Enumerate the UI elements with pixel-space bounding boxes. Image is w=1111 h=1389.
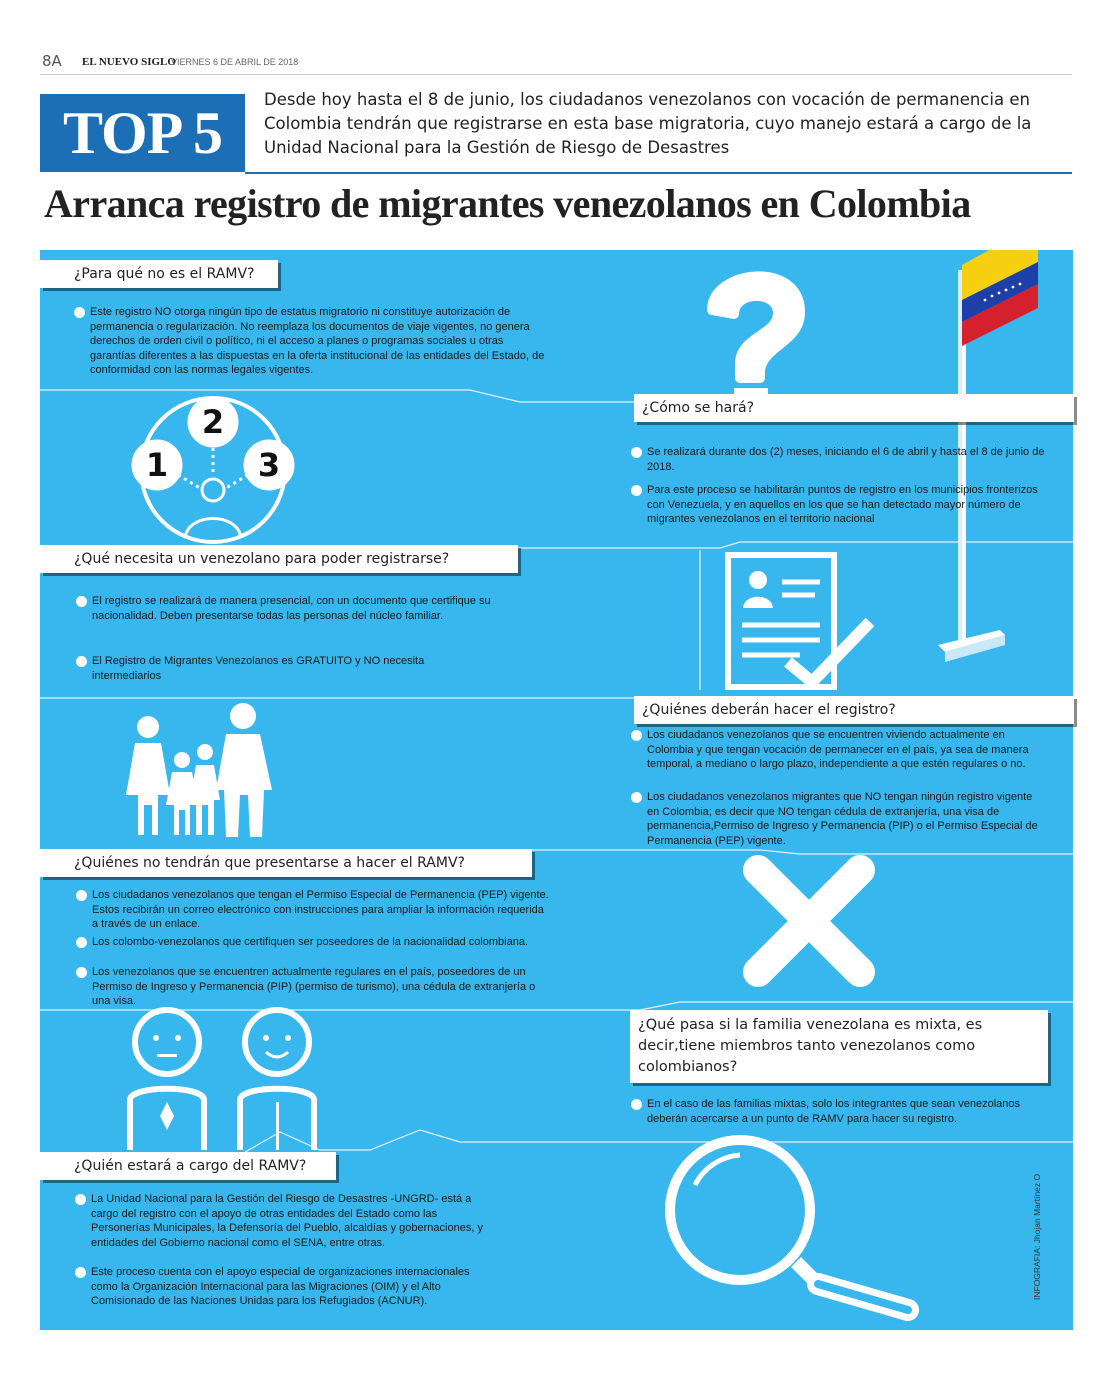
page-number: 8A bbox=[42, 52, 62, 70]
header-divider bbox=[40, 74, 1072, 75]
como-item-2: Para este proceso se habilitarán puntos de registro en los municipios fronterizos con Venezuela, y en aquellos en los que se han detectado mayor número de migrantes venezolanos en el territorio nacional bbox=[631, 483, 1047, 527]
intro-divider bbox=[245, 172, 1072, 174]
intro-text: Desde hoy hasta el 8 de junio, los ciudadanos venezolanos con vocación de permanencia en Colombia tendrán que registrarse en esta base migratoria, cuyo manejo estará a cargo de la Unidad Nacional para la Gestión de Riesgo de Desastres bbox=[264, 90, 1032, 157]
quien-cargo-item-2: Este proceso cuenta con el apoyo especial de organizaciones internacionales como la Organización Internacional para las Migraciones (OIM) y el Alto Comisionado de las Naciones Unidas para los Refugiados (ACNUR). bbox=[75, 1265, 487, 1309]
que-necesita-item-1: El registro se realizará de manera presencial, con un documento que certifique su nacionalidad. Deben presentarse todas las personas del núcleo familiar. bbox=[76, 594, 492, 623]
heading-quienes-deberan: ¿Quiénes deberán hacer el registro? bbox=[634, 696, 1074, 724]
quienes-no-item-1: Los ciudadanos venezolanos que tengan el Permiso Especial de Permanencia (PEP) vigente. Estos recibirán un correo electrónico con instrucciones para ampliar la información requerida a través de un enlace. bbox=[76, 888, 552, 932]
quien-cargo-item-1: La Unidad Nacional para la Gestión del Riesgo de Desastres -UNGRD- está a cargo del registro con el apoyo de otras entidades del Estado como las Personerías Municipales, la Defensoría del Pueblo, alcaldías y gobernaciones, y entidades del Gobierno nacional como el SENA, entre otras. bbox=[75, 1192, 487, 1250]
cross-x-icon bbox=[758, 870, 860, 972]
two-persons-details bbox=[153, 1035, 291, 1150]
quienes-deberan-item-2: Los ciudadanos venezolanos migrantes que NO tengan ningún registro vigente en Colombia; es decir que NO tengan cédula de extranjería, una visa de permanencia,Permiso de Ingreso y Permanencia (PIP) o el Permiso Especial de Permanencia (PEP) vigente. bbox=[631, 790, 1039, 848]
number-one-label: 1 bbox=[145, 446, 169, 484]
heading-para-que: ¿Para qué no es el RAMV? bbox=[40, 260, 278, 288]
top5-badge-text: TOP 5 bbox=[63, 100, 222, 166]
publication-date: VIERNES 6 DE ABRIL DE 2018 bbox=[171, 57, 299, 67]
quienes-deberan-item-1: Los ciudadanos venezolanos que se encuentren viviendo actualmente en Colombia y que tengan vocación de permanecer en el país, ya sea de manera temporal, a mediano o largo plazo, independiente a que estén regulares o no. bbox=[631, 728, 1039, 772]
familia-mixta-item-1: En el caso de las familias mixtas, solo los integrantes que sean venezolanos deberán acercarse a un punto de RAMV para hacer su registro. bbox=[631, 1097, 1032, 1126]
quienes-no-item-3: Los venezolanos que se encuentren actualmente regulares en el país, poseedores de un Permiso de Ingreso y Permanencia (PIP) (permiso de turismo), una cédula de extranjería o una visa. bbox=[76, 965, 552, 1009]
top5-badge bbox=[40, 94, 245, 172]
magnifier-icon bbox=[670, 1140, 908, 1310]
quienes-no-item-2: Los colombo-venezolanos que certifiquen ser poseedores de la nacionalidad colombiana. bbox=[76, 935, 552, 950]
heading-quien-cargo: ¿Quién estará a cargo del RAMV? bbox=[40, 1152, 336, 1180]
heading-como: ¿Cómo se hará? bbox=[634, 394, 1074, 422]
number-three-label: 3 bbox=[257, 446, 281, 484]
newspaper-name: EL NUEVO SIGLO bbox=[82, 56, 176, 68]
como-item-1: Se realizará durante dos (2) meses, iniciando el 6 de abril y hasta el 8 de junio de 2018. bbox=[631, 445, 1047, 474]
heading-quienes-no: ¿Quiénes no tendrán que presentarse a hacer el RAMV? bbox=[40, 849, 532, 877]
number-two-label: 2 bbox=[201, 403, 225, 441]
heading-familia-mixta: ¿Qué pasa si la familia venezolana es mixta, es decir,tiene miembros tanto venezolanos como colombianos? bbox=[630, 1010, 1048, 1083]
family-icon bbox=[126, 703, 272, 837]
heading-que-necesita: ¿Qué necesita un venezolano para poder registrarse? bbox=[40, 545, 518, 573]
para-que-item-1: Este registro NO otorga ningún tipo de estatus migratorio ni constituye autorización de permanencia o regularización. No reemplaza los documentos de viaje vigentes, no genera derechos de orden civil o político, ni el acceso a planes o programas sociales u otras garantías diferentes a las dispuestas en la oferta institucional de las entidades del Estado, de conformidad con las normas legales vigentes. bbox=[74, 305, 552, 378]
document-check-icon bbox=[728, 555, 870, 687]
two-persons-icon bbox=[130, 1010, 314, 1150]
page-title: Arranca registro de migrantes venezolanos en Colombia bbox=[44, 181, 971, 226]
infographic-credit: INFOGRAFIA: Jhojan Martínez O bbox=[1032, 1173, 1042, 1300]
que-necesita-item-2: El Registro de Migrantes Venezolanos es GRATUITO y NO necesita intermediarios bbox=[76, 654, 492, 683]
